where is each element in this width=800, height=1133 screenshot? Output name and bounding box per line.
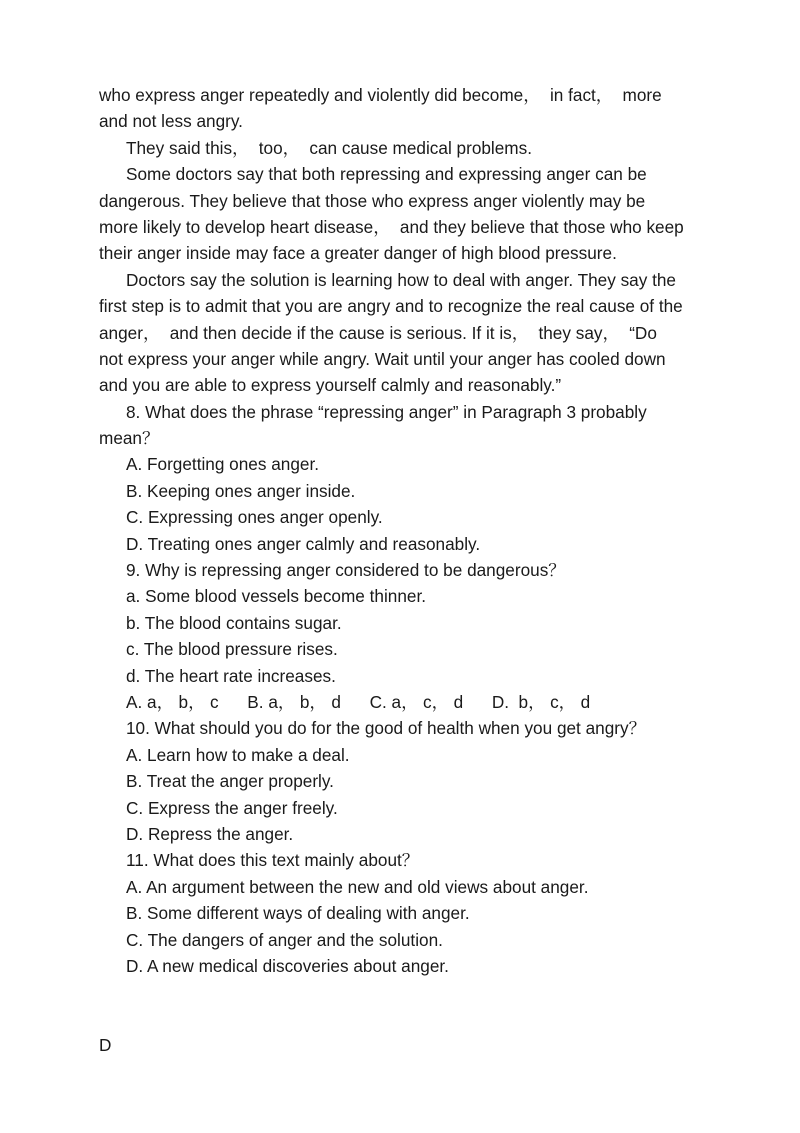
passage-paragraph-1 <box>99 82 699 135</box>
passage-paragraph-4 <box>99 267 699 399</box>
section-spacer <box>99 979 699 1032</box>
answer-option: B. Treat the anger properly. <box>126 771 334 792</box>
statement-item: b. The blood contains sugar. <box>126 612 342 633</box>
passage-paragraph-3 <box>99 161 699 267</box>
passage-paragraph-2 <box>99 135 699 161</box>
text-line: and not less angry. <box>99 111 243 132</box>
text-line: first step is to admit that you are angry and to recognize the real cause of the <box>99 296 683 317</box>
text-line: Doctors say the solution is learning how to deal with anger. They say the <box>126 269 676 290</box>
answer-option: D. Treating ones anger calmly and reasonably. <box>126 533 481 554</box>
answer-choices-row: A. a， b， c B. a， b， d C. a， c， d D. b， c， d <box>126 691 591 712</box>
question-9 <box>99 557 699 715</box>
question-stem: 8. What does the phrase “repressing anger” in Paragraph 3 probably <box>126 401 647 422</box>
answer-option: C. Express the anger freely. <box>126 797 338 818</box>
answer-option: A. An argument between the new and old views about anger. <box>126 876 589 897</box>
text-line: and you are able to express yourself calmly and reasonably.” <box>99 375 562 396</box>
statement-item: d. The heart rate increases. <box>126 665 336 686</box>
answer-option: D. A new medical discoveries about anger. <box>126 955 449 976</box>
statement-item: c. The blood pressure rises. <box>126 639 338 660</box>
text-line: dangerous. They believe that those who express anger violently may be <box>99 190 646 211</box>
answer-option: A. Forgetting ones anger. <box>126 454 320 475</box>
statement-item: a. Some blood vessels become thinner. <box>126 586 427 607</box>
answer-option: C. Expressing ones anger openly. <box>126 507 383 528</box>
document-page <box>99 82 699 1058</box>
answer-option: B. Some different ways of dealing with anger. <box>126 903 470 924</box>
answer-option: C. The dangers of anger and the solution. <box>126 929 443 950</box>
text-line: not express your anger while angry. Wait until your anger has cooled down <box>99 348 666 369</box>
question-10 <box>99 715 699 847</box>
question-stem: 9. Why is repressing anger considered to be dangerous？ <box>126 560 566 581</box>
answer-option: D. Repress the anger. <box>126 823 294 844</box>
text-line: more likely to develop heart disease， and they believe that those who keep <box>99 216 684 237</box>
next-section-heading: D <box>99 1035 112 1056</box>
question-stem: 11. What does this text mainly about？ <box>126 850 419 871</box>
question-stem: mean？ <box>99 428 160 449</box>
text-line: their anger inside may face a greater danger of high blood pressure. <box>99 243 617 264</box>
text-line: anger， and then decide if the cause is serious. If it is， they say， “Do <box>99 322 657 343</box>
answer-option: B. Keeping ones anger inside. <box>126 480 356 501</box>
text-line: Some doctors say that both repressing and expressing anger can be <box>126 164 647 185</box>
question-11 <box>99 847 699 979</box>
answer-option: A. Learn how to make a deal. <box>126 744 350 765</box>
text-line: who express anger repeatedly and violently did become， in fact， more <box>99 85 662 105</box>
question-stem: 10. What should you do for the good of health when you get angry？ <box>126 718 646 739</box>
question-8 <box>99 399 699 557</box>
text-line: They said this， too， can cause medical problems. <box>126 137 532 158</box>
